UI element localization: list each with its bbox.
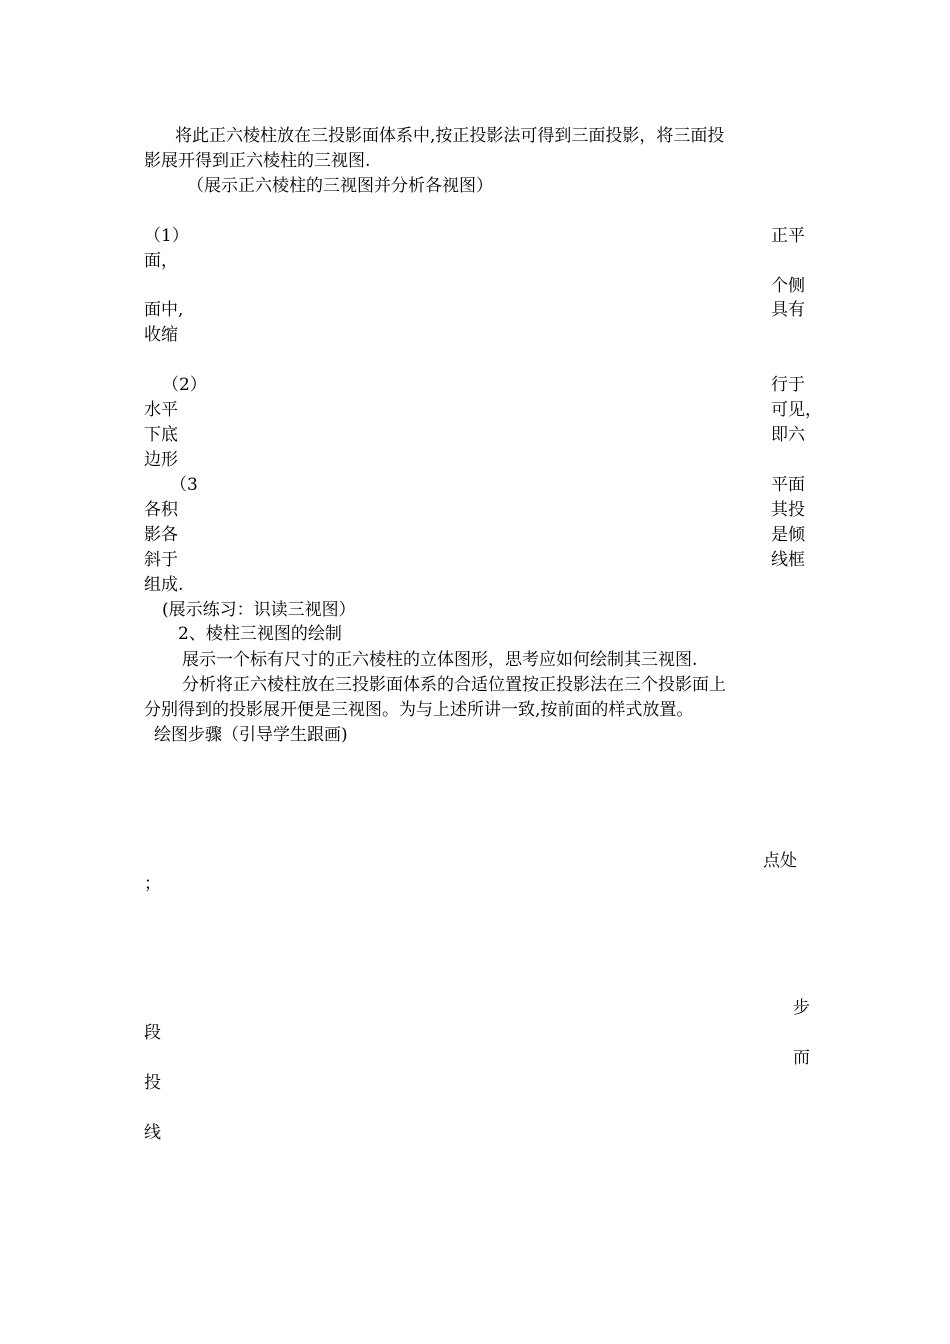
- analysis-fragment: （2）: [162, 375, 207, 395]
- lower-fragment: 线: [144, 1123, 161, 1143]
- analysis-fragment: 面中,: [144, 300, 184, 320]
- section-heading: 2、棱柱三视图的绘制: [178, 624, 342, 644]
- analysis-fragment: 其投: [771, 500, 805, 520]
- analysis-fragment: 影各: [144, 525, 178, 545]
- analysis-fragment: 即六: [771, 425, 805, 445]
- intro-line-2: 影展开得到正六棱柱的三视图.: [144, 151, 371, 171]
- analysis-fragment: 正平: [771, 226, 805, 246]
- analysis-fragment: 个侧: [771, 276, 805, 296]
- analysis-fragment: （1）: [144, 226, 189, 246]
- intro-line-1: 将此正六棱柱放在三投影面体系中,按正投影法可得到三面投影，将三面投: [175, 126, 725, 146]
- analysis-fragment: （3: [170, 475, 198, 495]
- analysis-fragment: 收缩: [144, 325, 178, 345]
- lower-fragment: 投: [144, 1073, 161, 1093]
- analysis-fragment: 面，: [144, 251, 178, 271]
- analysis-fragment: 各积: [144, 500, 178, 520]
- analysis-fragment: 边形: [144, 450, 178, 470]
- practice-note: (展示练习：识读三视图）: [162, 600, 356, 620]
- analysis-fragment: 斜于: [144, 550, 178, 570]
- analysis-fragment: 下底: [144, 425, 178, 445]
- section-paragraph: 展示一个标有尺寸的正六棱柱的立体图形，思考应如何绘制其三视图.: [182, 650, 698, 670]
- section-paragraph: 分析将正六棱柱放在三投影面体系的合适位置按正投影法在三个投影面上: [182, 675, 726, 695]
- section-paragraph: 分别得到的投影展开便是三视图。为与上述所讲一致,按前面的样式放置。: [144, 700, 694, 720]
- lower-fragment: 段: [144, 1023, 161, 1043]
- analysis-fragment: 组成.: [144, 575, 184, 595]
- analysis-fragment: 具有: [771, 300, 805, 320]
- analysis-fragment: 是倾: [771, 525, 805, 545]
- intro-line-3: （展示正六棱柱的三视图并分析各视图）: [187, 176, 493, 196]
- analysis-fragment: 线框: [771, 550, 805, 570]
- analysis-fragment: 平面: [771, 475, 805, 495]
- analysis-fragment: 水平: [144, 400, 178, 420]
- lower-fragment: 步: [793, 998, 810, 1018]
- lower-fragment: 而: [793, 1048, 810, 1068]
- analysis-fragment: 行于: [771, 375, 805, 395]
- lower-fragment: ；: [144, 874, 161, 894]
- lower-fragment: 点处: [763, 851, 797, 871]
- steps-label: 绘图步骤（引导学生跟画): [154, 725, 348, 745]
- analysis-fragment: 可见，: [771, 400, 822, 420]
